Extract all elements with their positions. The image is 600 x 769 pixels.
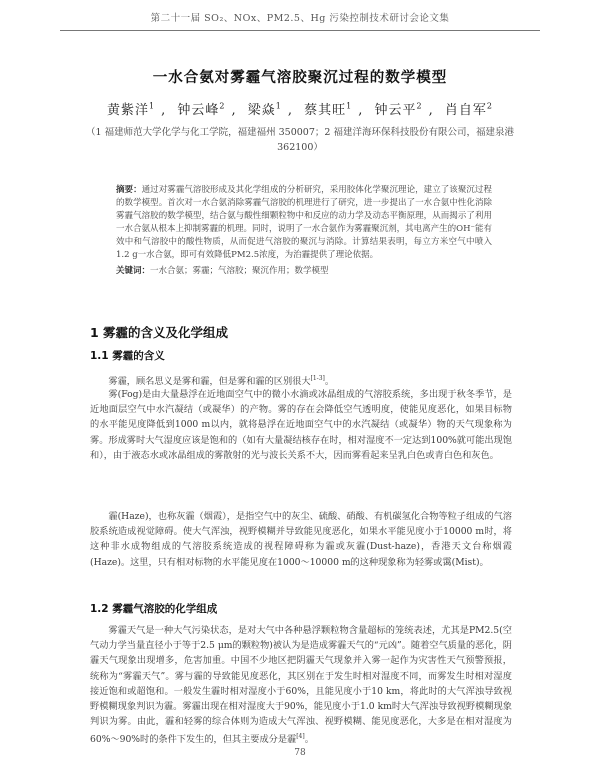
keywords <box>116 264 492 276</box>
paragraph: 雾(Fog)是由大量悬浮在近地面空气中的微小水滴或冰晶组成的气溶胶系统，多出现于秋冬季节，是近地面层空气中水汽凝结（或凝华）的产物。雾的存在会降低空气透明度，使能见度恶化，如果目标物的水平能见度降低到1000 m以内，就将悬浮在近地面空气中的水汽凝结（或凝华）物的天气现象称为雾。形成雾时大气湿度应该是饱和的（如有大量凝结核存在时，相对湿度不一定达到100%就可能出现饱和），由于液态水或冰晶组成的雾散射的光与波长关系不大，因而雾看起来呈乳白色或青白色和灰色。 <box>90 389 512 461</box>
citation: [1-3] <box>310 375 325 382</box>
author: 钟云平$^2$ <box>374 101 423 118</box>
paragraph: 霾(Haze)，也称灰霾（烟霞），是指空气中的灰尘、硫酸、硝酸、有机碳氢化合物等粒子组成的气溶胶系统造成视觉障碍。使大气浑浊，视野模糊并导致能见度恶化，如果水平能见度小于10000 m时，将这种非水成物组成的气溶胶系统造成的视程障碍称为霾或灰霾(Dust-haze)，香港天文台称烟霞(Haze)。这里，只有相对标物的水平能见度在1000～10000 m的这种现象称为轻雾或霭(Mist)。 <box>90 511 512 568</box>
author: 钟云峰$^2$ <box>177 101 226 118</box>
author: 肖自军$^2$ <box>444 101 493 118</box>
abstract-label: 摘要： <box>116 185 142 195</box>
citation: [4] <box>296 733 305 741</box>
paper-title: 一水合氨对雾霾气溶胶聚沉过程的数学模型 <box>152 70 448 86</box>
section-heading: 1 雾霾的含义及化学组成 <box>90 325 229 340</box>
author: 梁焱$^1$ <box>247 101 282 118</box>
abstract <box>116 184 492 262</box>
header-rule <box>60 30 540 31</box>
subsection-heading: 1.1 雾霾的含义 <box>90 350 165 362</box>
running-head: 第二十一届 SO₂、NOx、PM2.5、Hg 污染控制技术研讨会论文集 <box>150 13 450 24</box>
keywords-text: 一水合氨；雾霾；气溶胶；聚沉作用；数学模型 <box>150 266 329 276</box>
author: 蔡其旺$^1$ <box>304 101 353 118</box>
page-number: 78 <box>294 748 306 758</box>
author-list: 黄紫洋$^1$ , 钟云峰$^2$ , 梁焱$^1$ , 蔡其旺$^1$ , 钟云平$^2$ , 肖自军$^2$ <box>107 101 493 118</box>
paragraph: 雾霾，顾名思义是雾和霾，但是雾和霾的区别很大[1-3]。 <box>108 375 335 388</box>
keywords-label: 关键词： <box>116 266 151 276</box>
author: 黄紫洋$^1$ <box>107 101 156 118</box>
affiliation: （1 福建师范大学化学与化工学院，福建福州 350007；2 福建洋海环保科技股份有限公司，福建泉港 362100） <box>86 127 514 153</box>
subsection-heading: 1.2 雾霾气溶胶的化学组成 <box>90 603 218 615</box>
abstract-text: 通过对雾霾气溶胶形成及其化学组成的分析研究，采用胶体化学聚沉理论，建立了该聚沉过程的数学模型。首次对一水合氨消除雾霾气溶胶的机理进行了研究，进一步提出了一水合氨中性化消除雾霾气溶胶的数学模型，结合氨与酸性细颗粒物中和反应的动力学及动态平衡原理，从而揭示了利用一水合氨从根本上抑制雾霾的机理。同时，说明了一水合氨作为雾霾聚沉剂，其电离产生的OH⁻能有效中和气溶胶中的酸性物质，从而促进气溶胶的聚沉与消除。计算结果表明，每立方米空气中喷入1.2 g一水合氨，即可有效降低PM2.5浓度，为治霾提供了理论依据。 <box>116 185 492 260</box>
paragraph: 雾霾天气是一种大气污染状态，是对大气中各种悬浮颗粒物含量超标的笼统表述，尤其是PM2.5(空气动力学当量直径小于等于2.5 μm的颗粒物)被认为是造成雾霾天气的“元凶”。随着空气质量的恶化，阴霾天气现象出现增多，危害加重。中国不少地区把阴霾天气现象并入雾一起作为灾害性天气预警预报，统称为“雾霾天气”。雾与霾的导致能见度恶化，其区别在于发生时相对湿度不同，而雾发生时相对湿度接近饱和或超饱和。一般发生霾时相对湿度小于60%，且能见度小于10 km，将此时的大气浑浊导致视野模糊现象判识为霾。雾霾出现在相对湿度大于90%，能见度小于1.0 km时大气浑浊导致视野模糊现象判识为雾。由此，霾和轻雾的综合体则为造成大气浑浊、视野模糊、能见度恶化，大多是在相对湿度为60%～90%时的条件下发生的，但其主要成分是霾[4]。 <box>90 625 512 746</box>
